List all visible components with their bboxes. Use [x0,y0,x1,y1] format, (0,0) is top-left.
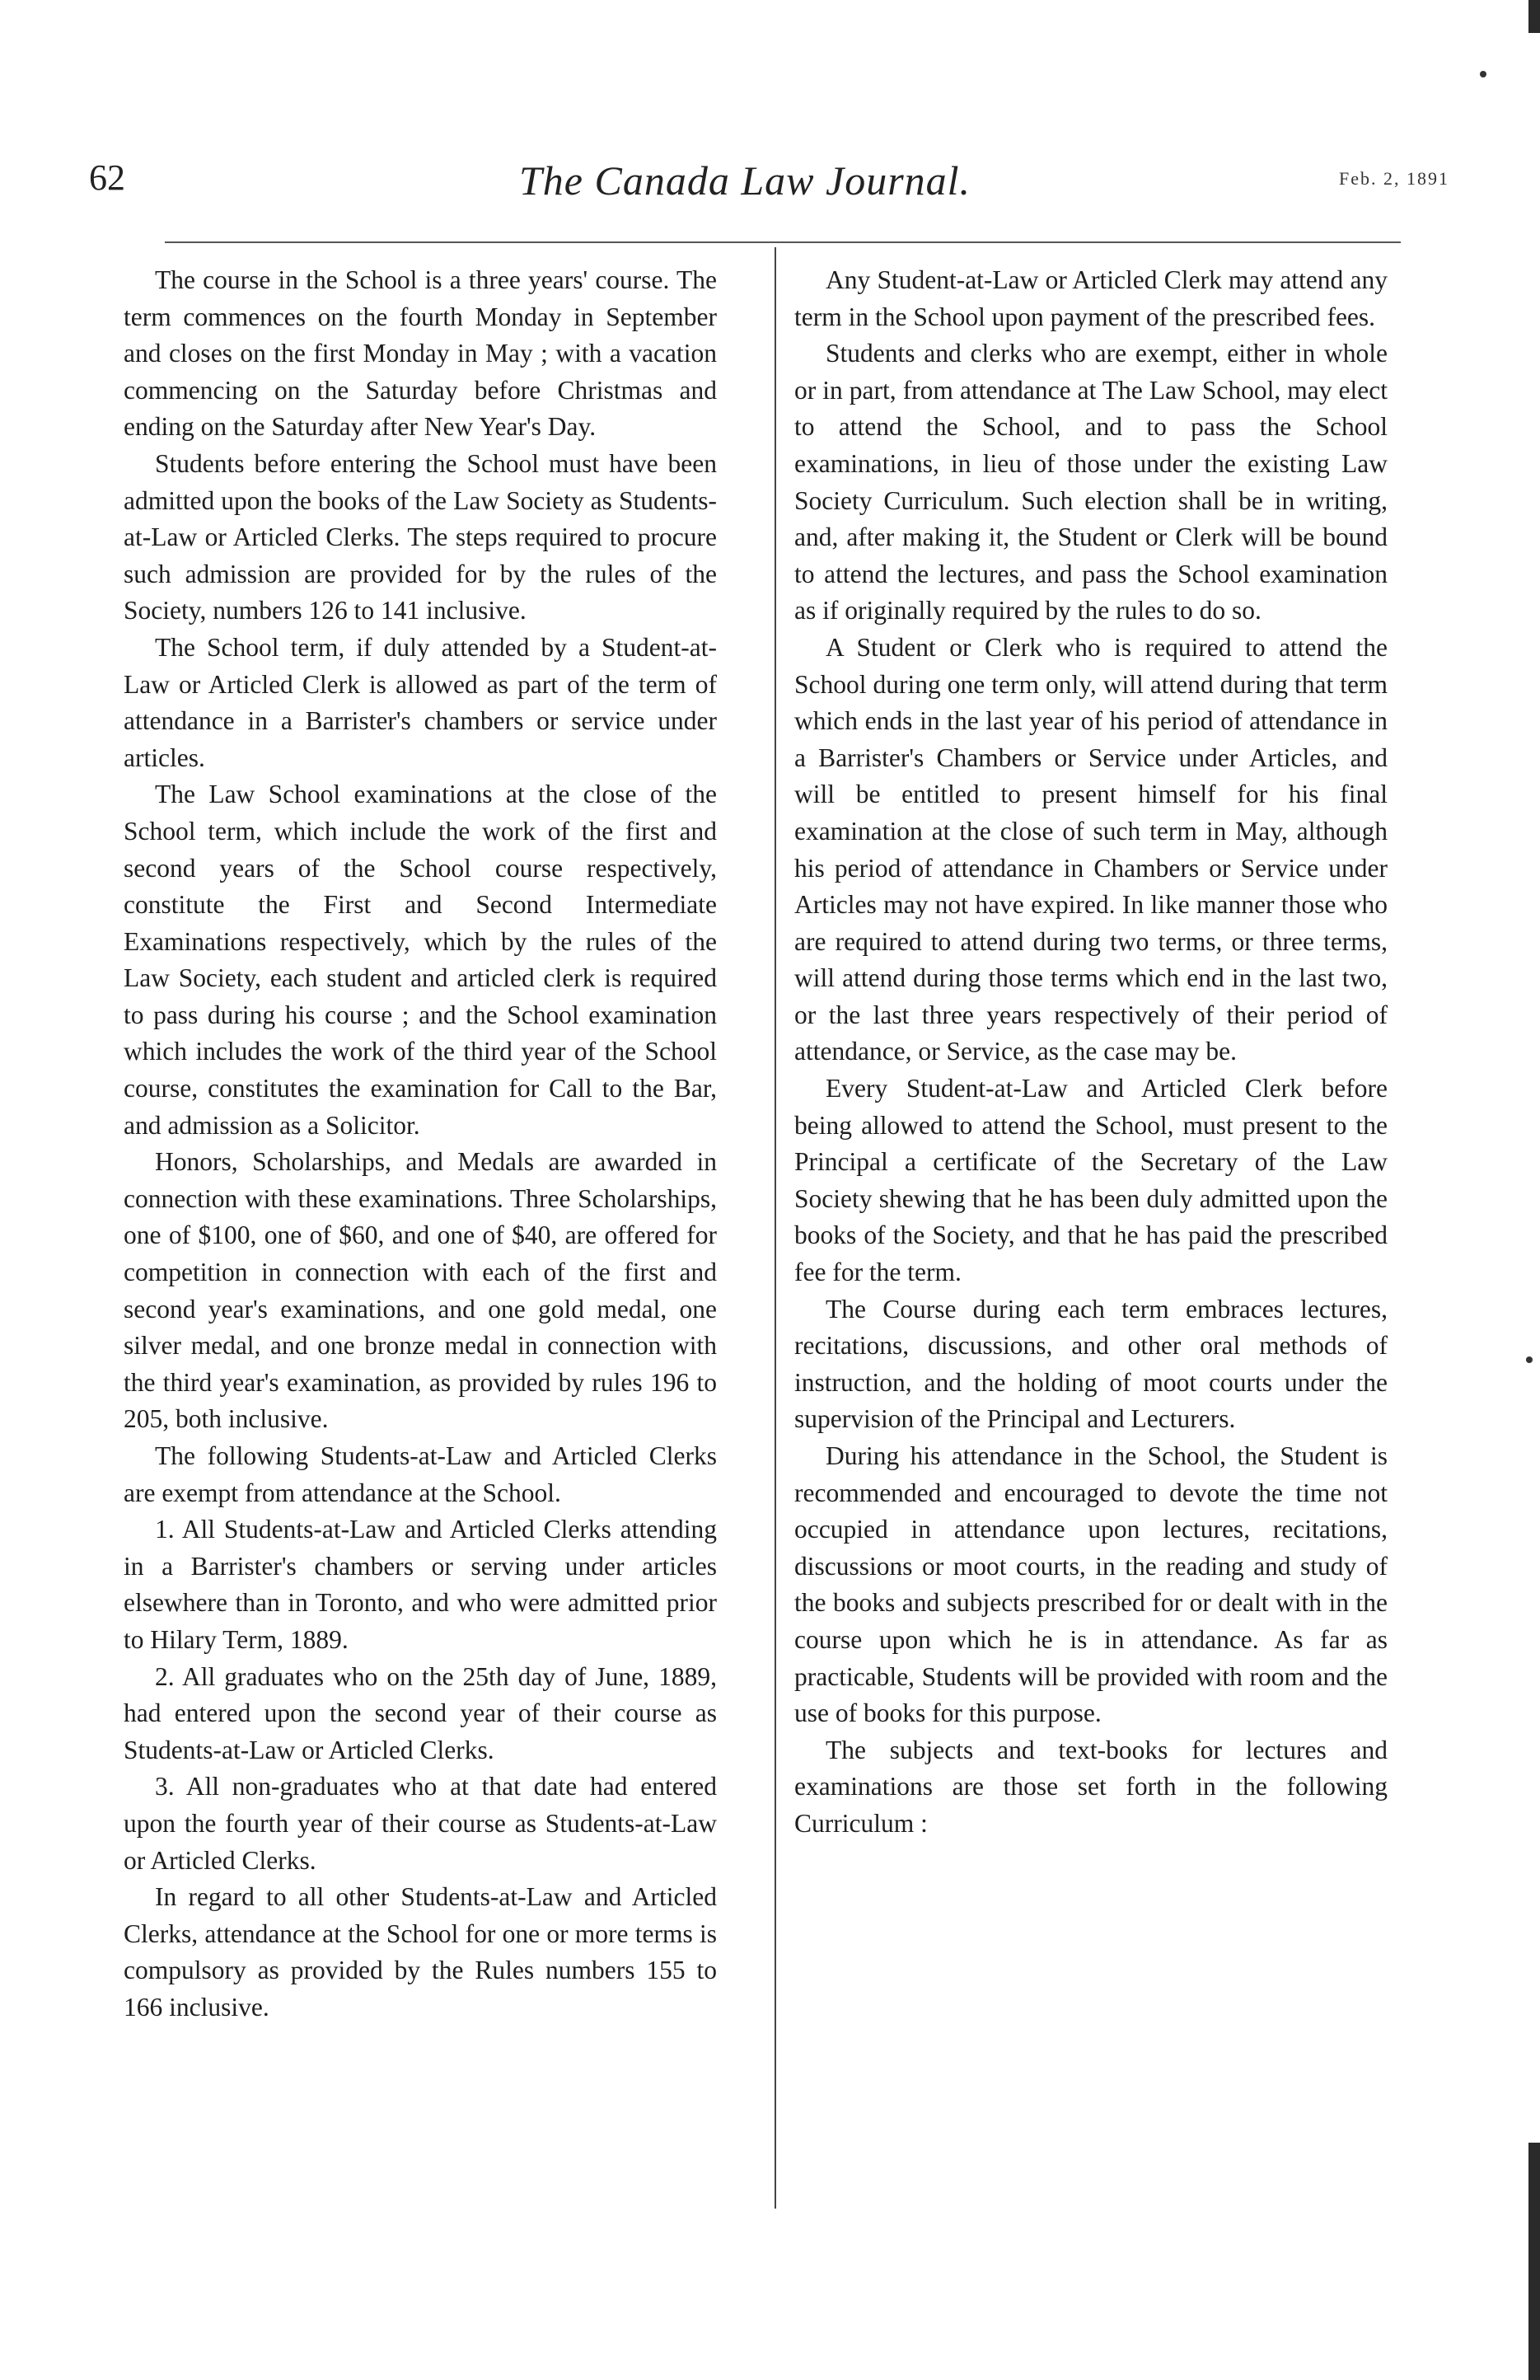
paragraph: In regard to all other Students-at-Law and Articled Clerks, attendance at the School for one or more terms is compulsory as provided by the Rules numbers 155 to 166 inclusive. [124,1882,717,2022]
paragraph: Honors, Scholarships, and Medals are awarded in connection with these examinations. Three Scholarships, one of $100, one of $60, and one of $40, are offered for competition in connection with each of the first and second year's examinations, and one gold medal, one silver medal, and one bronze medal in connection with the third year's examination, as provided by rules 196 to 205, both inclusive. [124,1147,717,1434]
paragraph: The following Students-at-Law and Articled Clerks are exempt from attendance at the School. [124,1441,717,1507]
paragraph: The subjects and text-books for lectures and examinations are those set forth in the following Curriculum : [794,1735,1388,1838]
paragraph: Students and clerks who are exempt, either in whole or in part, from attendance at The Law School, may elect to attend the School, and to pass the School examinations, in lieu of those under the existing Law Society Curriculum. Such election shall be in writing, and, after making it, the Student or Clerk will be bound to attend the lectures, and pass the School examination as if originally required by the rules to do so. [794,339,1388,625]
issue-date: Feb. 2, 1891 [1339,168,1449,189]
paragraph: Students before entering the School must have been admitted upon the books of the Law Society as Students-at-Law or Articled Clerks. The steps required to procure such admission are provided for by the rules of the Society, numbers 126 to 141 inclusive. [124,448,717,625]
paragraph: Every Student-at-Law and Articled Clerk before being allowed to attend the School, must present to the Principal a certificate of the Secretary of the Law Society shewing that he has been duly admitted upon the books of the Society, and that he has paid the prescribed fee for the term. [794,1074,1388,1287]
margin-dot [1526,1356,1533,1363]
paragraph: Any Student-at-Law or Articled Clerk may attend any term in the School upon payment of the prescribed fees. [794,265,1388,331]
paragraph: The Course during each term embraces lectures, recitations, discussions, and other oral methods of instruction, and the holding of moot courts under the supervision of the Principal and Lecturers. [794,1294,1388,1434]
paragraph: The course in the School is a three years' course. The term commences on the fourth Monday in September and closes on the first Monday in May ; with a vacation commencing on the Saturday before Christmas and ending on the Saturday after New Year's Day. [124,265,717,442]
paragraph: 1. All Students-at-Law and Articled Clerks attending in a Barrister's chambers or serving under articles elsewhere than in Toronto, and who were admitted prior to Hilary Term, 1889. [124,1515,717,1654]
paragraph: During his attendance in the School, the Student is recommended and encouraged to devote the time not occupied in attendance upon lectures, recitations, discussions or moot courts, in the reading and study of the books and subjects prescribed for or dealt with in the course upon which he is in attendance. As far as practicable, Students will be provided with room and the use of books for this purpose. [794,1441,1388,1728]
header-rule [165,241,1401,243]
paragraph: 3. All non-graduates who at that date had entered upon the fourth year of their course as Students-at-Law or Articled Clerks. [124,1772,717,1875]
column-divider [775,247,776,2209]
paragraph: 2. All graduates who on the 25th day of June, 1889, had entered upon the second year of their course as Students-at-Law or Articled Clerks. [124,1661,717,1764]
paragraph: A Student or Clerk who is required to attend the School during one term only, will attend during that term which ends in the last year of his period of attendance in a Barrister's Chambers or Service under Articles, and will be entitled to present himself for his final examination at the close of such term in May, although his period of attendance in Chambers or Service under Articles may not have expired. In like manner those who are required to attend during two terms, or three terms, will attend during those terms which end in the last two, or the last three years respectively of their period of attendance, or Service, as the case may be. [794,632,1388,1066]
scan-edge-mark [1528,2143,1540,2380]
paragraph: The Law School examinations at the close of the School term, which include the work of the first and second years of the School course respectively, constitute the First and Second Intermediate Examinations respectively, which by the rules of the Law Society, each student and articled clerk is required to pass during his course ; and the School examination which includes the work of the third year of the School course, constitutes the examination for Call to the Bar, and admission as a Solicitor. [124,780,717,1140]
paragraph: The School term, if duly attended by a Student-at-Law or Articled Clerk is allowed as part of the term of attendance in a Barrister's chambers or service under articles. [124,632,717,772]
right-column [794,262,1388,1843]
journal-title: The Canada Law Journal. [519,157,971,204]
page-number: 62 [89,157,125,198]
margin-dot [1480,71,1486,77]
scan-edge-mark [1528,0,1540,33]
left-column [124,262,717,2026]
page-header [0,157,1540,223]
